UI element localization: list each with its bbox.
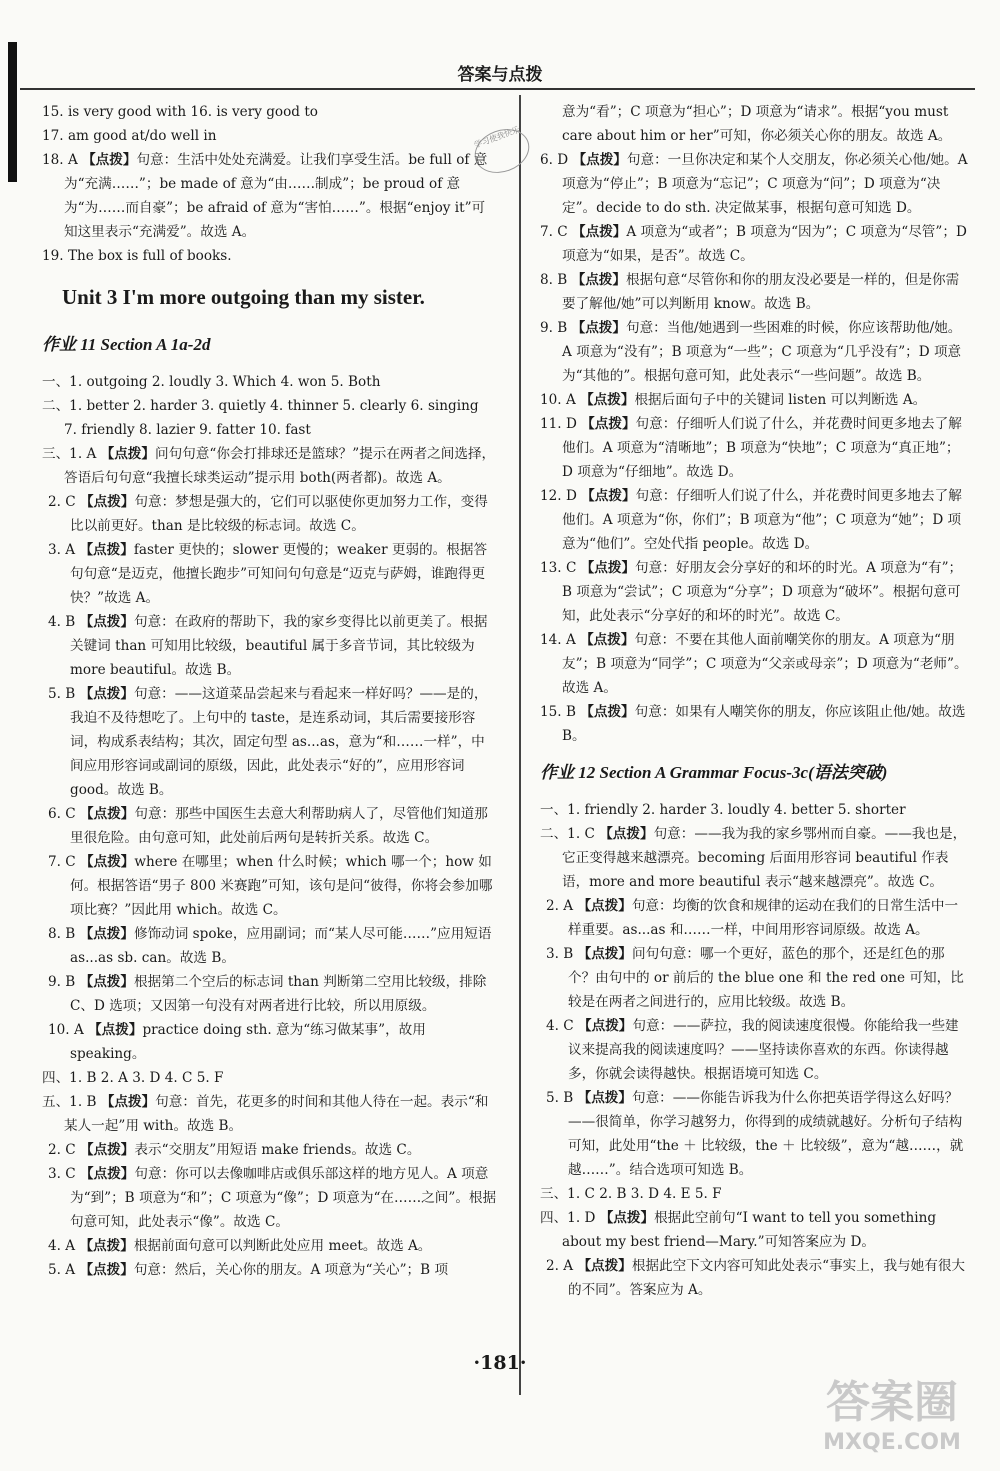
hint-marker: 【点拨】	[79, 1238, 134, 1254]
hint-marker: 【点拨】	[572, 152, 627, 168]
hint-marker: 【点拨】	[82, 152, 137, 168]
answer-item: 5. B 【点拨】句意：——你能告诉我为什么你把英语学得这么好吗？——很简单，你学习越努力，你得到的成绩就越好。分析句子结构可知，此处用“the ＋ 比较级，the ＋ 比较级”，意为“越……，就越……”。结合选项可知选 B。	[546, 1090, 964, 1178]
hint-marker: 【点拨】	[80, 854, 135, 870]
hint-marker: 【点拨】	[581, 416, 636, 432]
answer-item: 2. C 【点拨】表示“交朋友”用短语 make friends。故选 C。	[48, 1142, 421, 1158]
answer-item: 三、1. A 【点拨】问句句意“你会打排球还是篮球？”提示在两者之间选择，答语后句句意“我擅长球类运动”提示用 both(两者都)。故选 A。	[42, 446, 496, 486]
stamp-seal: 学习使我快乐	[469, 122, 536, 181]
answer-item: 2. A 【点拨】句意：均衡的饮食和规律的运动在我们的日常生活中一样重要。as...as 和……一样，中间用形容词原级。故选 A。	[546, 898, 959, 938]
hint-marker: 【点拨】	[571, 272, 626, 288]
answer-item: 18. A 【点拨】句意：生活中处处充满爱。让我们享受生活。be full of 意为“充满……”；be made of 意为“由……制成”；be proud of 意为“为……而自豪”；be afraid of 意为“害怕……”。根据“enjoy it”可知这里表示“充满爱”。故选 A。	[42, 152, 488, 240]
answer-item: 7. C 【点拨】where 在哪里；when 什么时候；which 哪一个；how 如何。根据答语“男子 800 米赛跑”可知，该句是问“彼得，你将会参加哪项比赛？”因此用 which。故选 C。	[48, 854, 493, 918]
answer-item: 6. D 【点拨】句意：一旦你决定和某个人交朋友，你必须关心他/她。A 项意为“停止”；B 项意为“忘记”；C 项意为“问”；D 项意为“决定”。decide to do sth. 决定做某事，根据句意可知选 D。	[540, 152, 968, 216]
right-column	[540, 100, 968, 1302]
hint-marker: 【点拨】	[80, 1166, 135, 1182]
answer-line: 17. am good at/do well in	[42, 128, 217, 144]
answer-item: 13. C 【点拨】句意：好朋友会分享好的和坏的时光。A 项意为“有”；B 项意为“尝试”；C 项意为“分享”；D 项意为“破坏”。根据句意可知，此处表示“分享好的和坏的时光”。故选 C。	[540, 560, 963, 624]
hint-marker: 【点拨】	[577, 1090, 632, 1106]
watermark-url: MXQE.COM	[823, 1430, 961, 1455]
answer-item: 12. D 【点拨】句意：仔细听人们说了什么，并花费时间更多地去了解他们。A 项意为“你，你们”；B 项意为“他”；C 项意为“她”；D 项意为“他们”。空处代指 people。故选 D。	[540, 488, 962, 552]
answer-item: 6. C 【点拨】句意：那些中国医生去意大利帮助病人了，尽管他们知道那里很危险。由句意可知，此处前后两句是转折关系。故选 C。	[48, 806, 488, 846]
answer-item: 五、1. B 【点拨】句意：首先，花更多的时间和其他人待在一起。表示“和某人一起”用 with。故选 B。	[42, 1094, 489, 1134]
answer-item: 意为“看”；C 项意为“担心”；D 项意为“请求”。根据“you must care about him or her”可知，你必须关心你的朋友。故选 A。	[562, 104, 952, 144]
answer-item: 8. B 【点拨】根据句意“尽管你和你的朋友没必要是一样的，但是你需要了解他/她”可以判断用 know。故选 B。	[540, 272, 960, 312]
header-rule	[20, 88, 975, 90]
hint-marker: 【点拨】	[599, 826, 654, 842]
answer-item: 3. B 【点拨】问句句意：哪一个更好，蓝色的那个，还是红色的那个？由句中的 or 前后的 the blue one 和 the red one 可知，比较是在两者之间进行的，应用比较级。故选 B。	[546, 946, 964, 1010]
answer-item: 二、1. C 【点拨】句意：——我为我的家乡鄂州而自豪。——我也是，它正变得越来越漂亮。becoming 后面用形容词 beautiful 作表语，more and more beautiful 表示“越来越漂亮”。故选 C。	[540, 826, 967, 890]
answer-item: 10. A 【点拨】practice doing sth. 意为“练习做某事”，故用 speaking。	[48, 1022, 426, 1062]
hint-marker: 【点拨】	[80, 806, 135, 822]
answer-line: 三、1. C 2. B 3. D 4. E 5. F	[540, 1186, 722, 1202]
column-divider	[519, 95, 521, 1395]
answer-item: 四、1. D 【点拨】根据此空前句“I want to tell you something about my best friend—Mary.”可知答案应为 D。	[540, 1210, 937, 1250]
hint-marker: 【点拨】	[577, 1258, 632, 1274]
answer-item: 8. B 【点拨】修饰动词 spoke，应用副词；而“某人尽可能……”应用短语 as...as sb. can。故选 B。	[48, 926, 492, 966]
hint-marker: 【点拨】	[599, 1210, 655, 1226]
answer-line: 19. The box is full of books.	[42, 248, 232, 264]
page-number: ·181·	[473, 1352, 527, 1374]
hint-marker: 【点拨】	[578, 1018, 633, 1034]
hint-marker: 【点拨】	[80, 1142, 135, 1158]
watermark-logo	[792, 1377, 992, 1465]
answer-item: 5. A 【点拨】句意：然后，关心你的朋友。A 项意为“关心”；B 项	[48, 1262, 449, 1278]
answer-line: 7. friendly 8. lazier 9. fatter 10. fast	[64, 422, 311, 438]
hint-marker: 【点拨】	[79, 974, 134, 990]
answer-item: 11. D 【点拨】句意：仔细听人们说了什么，并花费时间更多地去了解他们。A 项意为“清晰地”；B 项意为“快地”；C 项意为“真正地”；D 项意为“仔细地”。故选 D。	[540, 416, 962, 480]
answer-item: 4. B 【点拨】句意：在政府的帮助下，我的家乡变得比以前更美了。根据关键词 than 可知用比较级，beautiful 属于多音节词，其比较级为 more beautiful。故选 B。	[48, 614, 488, 678]
section-title: 作业 11 Section A 1a-2d	[42, 335, 211, 354]
answer-item: 3. C 【点拨】句意：你可以去像咖啡店或俱乐部这样的地方见人。A 项意为“到”；B 项意为“和”；C 项意为“像”；D 项意为“在……之间”。根据句意可知，此处表示“像”。故选 C。	[48, 1166, 497, 1230]
answer-line: 二、1. better 2. harder 3. quietly 4. thinner 5. clearly 6. singing	[42, 398, 479, 414]
hint-marker: 【点拨】	[100, 1094, 156, 1110]
hint-marker: 【点拨】	[581, 488, 636, 504]
hint-marker: 【点拨】	[577, 898, 632, 914]
unit-title: Unit 3 I'm more outgoing than my sister.	[62, 285, 425, 309]
left-column	[42, 100, 498, 1282]
answer-line: 一、1. outgoing 2. loudly 3. Which 4. won 5. Both	[42, 374, 381, 390]
answer-item: 7. C 【点拨】A 项意为“或者”；B 项意为“因为”；C 项意为“尽管”；D 项意为“如果，是否”。故选 C。	[540, 224, 967, 264]
hint-marker: 【点拨】	[79, 926, 134, 942]
answer-item: 14. A 【点拨】句意：不要在其他人面前嘲笑你的朋友。A 项意为“朋友”；B 项意为“同学”；C 项意为“父亲或母亲”；D 项意为“老师”。故选 A。	[540, 632, 968, 696]
answer-item: 10. A 【点拨】根据后面句子中的关键词 listen 可以判断选 A。	[540, 392, 927, 408]
hint-marker: 【点拨】	[580, 632, 635, 648]
hint-marker: 【点拨】	[100, 446, 155, 462]
hint-marker: 【点拨】	[580, 560, 636, 576]
answer-item: 9. B 【点拨】句意：当他/她遇到一些困难的时候，你应该帮助他/她。A 项意为“没有”；B 项意为“一些”；C 项意为“几乎没有”；D 项意为“其他的”。根据句意可知，此处表示“一些问题”。故选 B。	[540, 320, 962, 384]
hint-marker: 【点拨】	[88, 1022, 143, 1038]
answer-item: 2. C 【点拨】句意：梦想是强大的，它们可以驱使你更加努力工作，变得比以前更好。than 是比较级的标志词。故选 C。	[48, 494, 488, 534]
answer-item: 15. B 【点拨】句意：如果有人嘲笑你的朋友，你应该阻止他/她。故选 B。	[540, 704, 966, 744]
watermark-text: 答案圈	[826, 1377, 958, 1428]
answer-item: 9. B 【点拨】根据第二个空后的标志词 than 判断第二空用比较级，排除 C、D 选项；又因第一句没有对两者进行比较，所以用原级。	[48, 974, 487, 1014]
answer-item: 4. C 【点拨】句意：——萨拉，我的阅读速度很慢。你能给我一些建议来提高我的阅读速度吗？——坚持读你喜欢的东西。你读得越多，你就会读得越快。根据语境可知选 C。	[546, 1018, 959, 1082]
answer-item: 3. A 【点拨】faster 更快的；slower 更慢的；weaker 更弱的。根据答句句意“是迈克，他擅长跑步”可知问句句意是“迈克与萨姆，谁跑得更快？”故选 A。	[48, 542, 488, 606]
hint-marker: 【点拨】	[79, 686, 134, 702]
hint-marker: 【点拨】	[79, 614, 134, 630]
answer-line: 四、1. B 2. A 3. D 4. C 5. F	[42, 1070, 224, 1086]
answer-item: 5. B 【点拨】句意：——这道菜品尝起来与看起来一样好吗？——是的，我迫不及待想吃了。上句中的 taste，是连系动词，其后需要接形容词，构成系表结构；其次，固定句型 as...as，意为“和……一样”，中间应用形容词或副词的原级，因此，此处表示“好的”，应用形容词 good。故选 B。	[48, 686, 488, 798]
hint-marker: 【点拨】	[79, 1262, 134, 1278]
answer-item: 4. A 【点拨】根据前面句意可以判断此处应用 meet。故选 A。	[48, 1238, 432, 1254]
hint-marker: 【点拨】	[79, 542, 134, 558]
hint-marker: 【点拨】	[572, 224, 627, 240]
hint-marker: 【点拨】	[577, 946, 632, 962]
page-header: 答案与点拨	[457, 65, 543, 85]
section-title: 作业 12 Section A Grammar Focus-3c(语法突破)	[540, 763, 888, 782]
answer-line: 一、1. friendly 2. harder 3. loudly 4. better 5. shorter	[540, 802, 906, 818]
answer-item: 2. A 【点拨】根据此空下文内容可知此处表示“事实上，我与她有很大的不同”。答案应为 A。	[546, 1258, 966, 1298]
hint-marker: 【点拨】	[571, 320, 626, 336]
answer-line: 15. is very good with 16. is very good to	[42, 104, 318, 120]
hint-marker: 【点拨】	[580, 392, 635, 408]
hint-marker: 【点拨】	[80, 494, 135, 510]
hint-marker: 【点拨】	[580, 704, 635, 720]
